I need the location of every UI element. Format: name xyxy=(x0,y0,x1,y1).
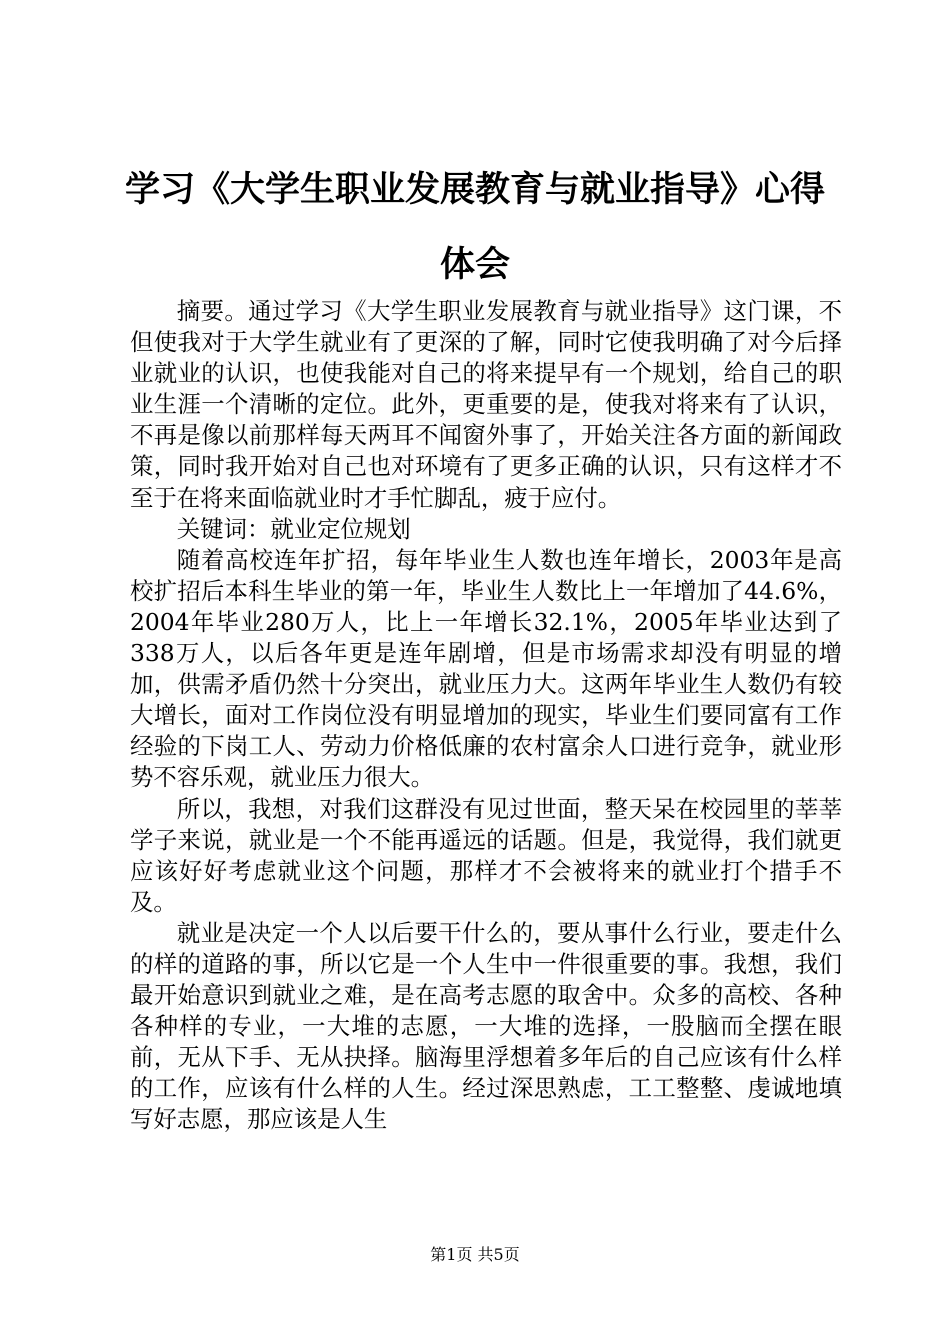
body-paragraph-choice: 就业是决定一个人以后要干什么的，要从事什么行业，要走什么的样的道路的事，所以它是一个人生中一件很重要的事。我想，我们最开始意识到就业之难，是在高考志愿的取舍中。众多的高校、各种各种样的专业，一大堆的志愿，一大堆的选择，一股脑而全摆在眼前，无从下手、无从抉择。脑海里浮想着多年后的自己应该有什么样的工作，应该有什么样的人生。经过深思熟虑，工工整整、虔诚地填写好志愿，那应该是人生 xyxy=(130,918,842,1134)
body-paragraph-employment-stats: 随着高校连年扩招，每年毕业生人数也连年增长，2003年是高校扩招后本科生毕业的第一年，毕业生人数比上一年增加了44.6%，2004年毕业280万人，比上一年增长32.1%，2005年毕业达到了338万人，以后各年更是连年剧增，但是市场需求却没有明显的增加，供需矛盾仍然十分突出，就业压力大。这两年毕业生人数仍有较大增长，面对工作岗位没有明显增加的现实，毕业生们要同富有工作经验的下岗工人、劳动力价格低廉的农村富余人口进行竞争，就业形势不容乐观，就业压力很大。 xyxy=(130,545,842,792)
document-title-line-1: 学习《大学生职业发展教育与就业指导》心得 xyxy=(124,169,825,210)
keywords-paragraph: 关键词：就业定位规划 xyxy=(176,514,411,543)
body-paragraph-consideration: 所以，我想，对我们这群没有见过世面，整天呆在校园里的莘莘学子来说，就业是一个不能再遥远的话题。但是，我觉得，我们就更应该好好考虑就业这个问题，那样才不会被将来的就业打个措手不及。 xyxy=(130,794,842,916)
document-body xyxy=(130,296,842,1136)
document-title-line-2: 体会 xyxy=(439,244,510,285)
abstract-paragraph: 摘要。通过学习《大学生职业发展教育与就业指导》这门课，不但使我对于大学生就业有了更深的了解，同时它使我明确了对今后择业就业的认识，也使我能对自己的将来提早有一个规划，给自己的职业生涯一个清晰的定位。此外，更重要的是，使我对将来有了认识，不再是像以前那样每天两耳不闻窗外事了，开始关注各方面的新闻政策，同时我开始对自己也对环境有了更多正确的认识，只有这样才不至于在将来面临就业时才手忙脚乱，疲于应付。 xyxy=(130,297,842,512)
page-footer: 第1页 共5页 xyxy=(430,1245,520,1264)
